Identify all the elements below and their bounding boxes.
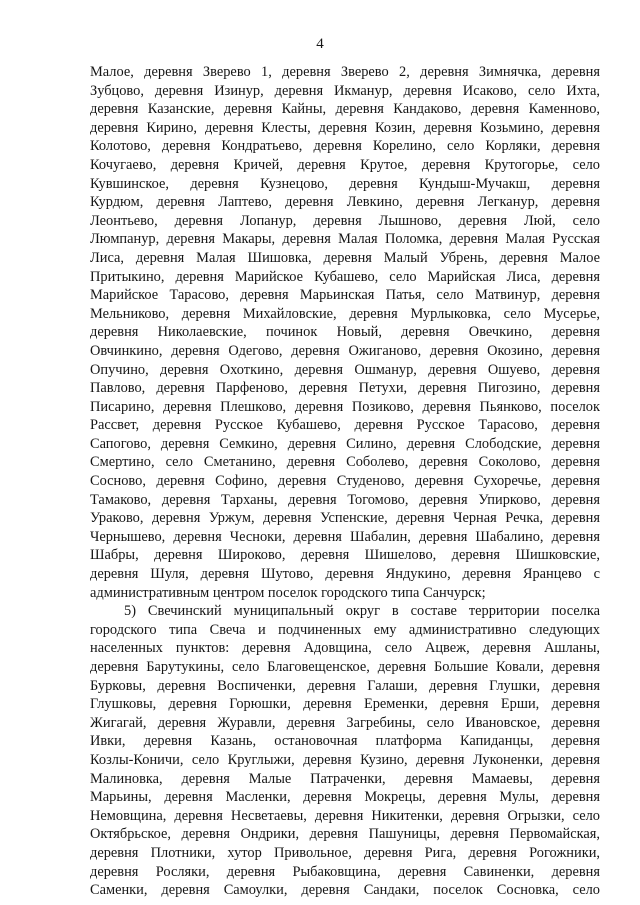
- text-line: Ивки, деревня Казань, остановочная платформа Капиданцы, деревня: [90, 733, 600, 750]
- text-line: деревня Николаевские, починок Новый, деревня Овечкино, деревня: [90, 324, 600, 341]
- text-line: 5) Свечинский муниципальный округ в составе территории поселка: [124, 603, 600, 620]
- text-line: Лиса, деревня Малая Шишовка, деревня Малый Убрень, деревня Малое: [90, 249, 600, 266]
- text-line: Октябрьское, деревня Ондрики, деревня Пашуницы, деревня Первомайская,: [90, 826, 600, 843]
- text-line: Сосново, деревня Софино, деревня Студеново, деревня Сухоречье, деревня: [90, 473, 600, 490]
- text-line: Козлы-Коничи, село Круглыжи, деревня Кузино, деревня Луконенки, деревня: [90, 751, 600, 768]
- text-line: Ураково, деревня Уржум, деревня Успенские, деревня Черная Речка, деревня: [90, 510, 600, 527]
- text-line: Марьины, деревня Масленки, деревня Мокрецы, деревня Мулы, деревня: [90, 789, 600, 806]
- text-line: Зубцово, деревня Изинур, деревня Икманур, деревня Исаково, село Ихта,: [90, 82, 600, 99]
- text-line: Сапогово, деревня Семкино, деревня Силино, деревня Слободские, деревня: [90, 435, 600, 452]
- text-line: деревня Кирино, деревня Клесты, деревня Козин, деревня Козьмино, деревня: [90, 119, 600, 136]
- text-line: Притыкино, деревня Марийское Кубашево, село Марийская Лиса, деревня: [90, 268, 600, 285]
- paragraph: [90, 63, 600, 602]
- text-line: Малое, деревня Зверево 1, деревня Зверево 2, деревня Зимнячка, деревня: [90, 64, 600, 80]
- text-line: Люмпанур, деревня Макары, деревня Малая Поломка, деревня Малая Русская: [90, 231, 600, 248]
- text-line: Овчинкино, деревня Одегово, деревня Ожиганово, деревня Окозино, деревня: [90, 342, 600, 359]
- text-line: Кувшинское, деревня Кузнецово, деревня Кундыш-Мучакш, деревня: [90, 175, 600, 192]
- text-line: деревня Барутукины, село Благовещенское, деревня Большие Ковали, деревня: [90, 659, 600, 675]
- text-line: Курдюм, деревня Лаптево, деревня Левкино, деревня Легканур, деревня: [90, 194, 600, 211]
- text-line: Глушковы, деревня Горюшки, деревня Еременки, деревня Ерши, деревня: [90, 696, 600, 713]
- text-line: Шабры, деревня Широково, деревня Шишелово, деревня Шишковские,: [90, 547, 600, 564]
- text-line: Рассвет, деревня Русское Кубашево, деревня Русское Тарасово, деревня: [90, 417, 600, 434]
- text-line: Мельниково, деревня Михайловские, деревня Мурлыковка, село Мусерье,: [90, 305, 600, 322]
- text-line: деревня Плотники, хутор Привольное, деревня Рига, деревня Рогожники,: [90, 844, 600, 861]
- text-line: Чернышево, деревня Чесноки, деревня Шабалин, деревня Шабалино, деревня: [90, 528, 600, 545]
- text-line: Тамаково, деревня Тарханы, деревня Тогомово, деревня Упирково, деревня: [90, 491, 600, 508]
- text-line: Павлово, деревня Парфеново, деревня Петухи, деревня Пигозино, деревня: [90, 380, 600, 397]
- text-line: Жигагай, деревня Журавли, деревня Загребины, село Ивановское, деревня: [90, 714, 600, 731]
- text-line: Кочугаево, деревня Кричей, деревня Крутое, деревня Крутогорье, село: [90, 156, 600, 173]
- page-number: 4: [316, 36, 324, 52]
- text-line: Малиновка, деревня Малые Патраченки, деревня Мамаевы, деревня: [90, 770, 600, 787]
- text-line: городского типа Свеча и подчиненных ему административно следующих: [90, 621, 600, 638]
- text-line: Леонтьево, деревня Лопанур, деревня Лышново, деревня Люй, село: [90, 212, 600, 229]
- text-line: Смертино, село Сметанино, деревня Соболево, деревня Соколово, деревня: [90, 454, 600, 471]
- text-line: деревня Росляки, деревня Рыбаковщина, деревня Савиненки, деревня: [90, 863, 600, 880]
- text-line: Писарино, деревня Плешково, деревня Позиково, деревня Пьянково, поселок: [90, 398, 600, 415]
- document-body: [90, 63, 600, 900]
- text-line: деревня Казанские, деревня Кайны, деревня Кандаково, деревня Каменново,: [90, 101, 600, 118]
- text-line: Бурковы, деревня Воспиченки, деревня Галаши, деревня Глушки, деревня: [90, 677, 600, 694]
- text-line: Колотово, деревня Кондратьево, деревня Корелино, село Корляки, деревня: [90, 138, 600, 155]
- text-line: деревня Шуля, деревня Шутово, деревня Яндукино, деревня Яранцево с: [90, 566, 600, 583]
- text-line: Опучино, деревня Охоткино, деревня Ошманур, деревня Ошуево, деревня: [90, 361, 600, 378]
- paragraph: [90, 602, 600, 900]
- text-line: Немовщина, деревня Несветаевы, деревня Никитенки, деревня Огрызки, село: [90, 807, 600, 824]
- text-line: Саменки, деревня Самоулки, деревня Сандаки, поселок Сосновка, село: [90, 882, 600, 899]
- text-line: административным центром поселок городского типа Санчурск;: [90, 584, 486, 601]
- text-line: населенных пунктов: деревня Адовщина, село Ацвеж, деревня Ашланы,: [90, 640, 600, 657]
- text-line: Марийское Тарасово, деревня Марьинская Патья, село Матвинур, деревня: [90, 287, 600, 304]
